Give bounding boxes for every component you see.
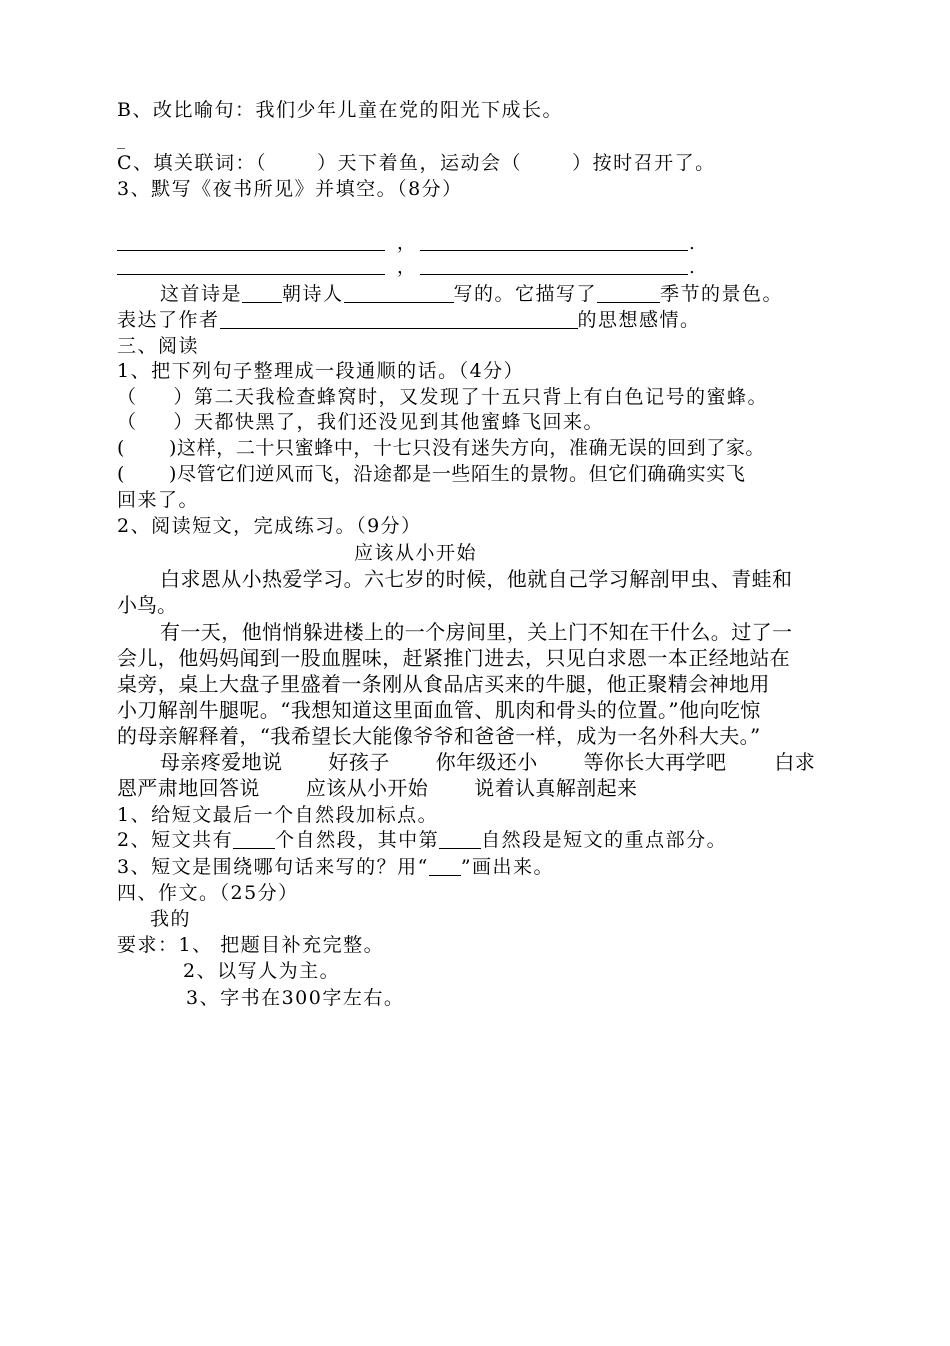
passage-line-1: 白求恩从小热爱学习。六七岁的时候，他就自己学习解剖甲虫、青蛙和 — [160, 567, 793, 591]
passage-line-4: 会儿，他妈妈闻到一股血腥味，赶紧推门进去，只见白求恩一本正经地站在 — [117, 646, 791, 670]
phrase: 好孩子 — [328, 750, 390, 774]
sentence-item-1 — [117, 385, 768, 409]
sentence-item-4 — [117, 462, 745, 486]
poem-fill-line-1 — [160, 282, 783, 306]
ex2-text-b: 个自然段，其中第 — [275, 829, 440, 851]
reading-1-title: 1、把下列句子整理成一段通顺的话。（4分） — [117, 360, 525, 382]
phrase: 说着认真解剖起来 — [474, 776, 638, 800]
poem-fill-line-2 — [117, 308, 701, 332]
fill-text-4: 季节的景色。 — [660, 283, 784, 305]
paren-close: ） — [173, 411, 195, 433]
blank-feeling[interactable] — [220, 310, 578, 329]
poem-period-2: . — [689, 257, 695, 278]
sentence-item-3 — [117, 436, 765, 460]
ex2-text-c: 自然段是短文的重点部分。 — [481, 829, 728, 851]
poem-line-2b[interactable] — [420, 274, 688, 275]
composition-title: 我的 — [150, 908, 192, 930]
exercise-1: 1、给短文最后一个自然段加标点。 — [117, 804, 439, 826]
poem-line-2a[interactable] — [117, 274, 385, 275]
poem-line-1a[interactable] — [117, 250, 385, 251]
answer-dash: _ — [117, 130, 125, 149]
sentence-text: 这样，二十只蜜蜂中，十七只没有迷失方向，准确无误的回到了家。 — [177, 437, 766, 459]
requirements-label: 要求： — [117, 934, 179, 956]
passage-line-5: 桌旁，桌上大盘子里盛着一条刚从食品店买来的牛腿，他正聚精会神地用 — [117, 672, 770, 696]
paren-close: ) — [169, 437, 178, 459]
question-c — [117, 151, 716, 175]
reading-2-title: 2、阅读短文，完成练习。（9分） — [117, 515, 422, 537]
blank-key-paragraph[interactable] — [439, 830, 481, 849]
fill-text-6: 的思想感情。 — [577, 309, 701, 331]
phrase: 等你长大再学吧 — [583, 750, 727, 774]
blank-paragraph-count[interactable] — [233, 830, 275, 849]
phrase: 母亲疼爱地说 — [160, 750, 283, 774]
passage-line-8 — [160, 750, 815, 774]
sentence-item-2 — [117, 410, 604, 434]
poem-line-1b[interactable] — [420, 250, 688, 251]
phrase: 白求 — [774, 750, 816, 774]
blank-season[interactable] — [597, 284, 660, 303]
question-b: B、改比喻句：我们少年儿童在党的阳光下成长。 — [117, 99, 563, 121]
question-c-mid: ）天下着鱼，运动会（ — [317, 152, 523, 174]
sentence-item-4-tail: 回来了。 — [117, 489, 200, 511]
fill-text-3: 写的。它描写了 — [453, 283, 598, 305]
passage-line-3: 有一天，他悄悄躲进楼上的一个房间里，关上门不知在干什么。过了一 — [160, 620, 793, 644]
passage-title: 应该从小开始 — [354, 542, 478, 564]
requirement-1: 1、 把题目补充完整。 — [178, 934, 385, 956]
paren-close: ） — [173, 386, 195, 408]
blank-poet[interactable] — [344, 284, 454, 303]
fill-text-2: 朝诗人 — [282, 283, 344, 305]
paren-close: ) — [169, 463, 178, 485]
question-c-end: ）按时召开了。 — [572, 152, 716, 174]
phrase: 恩严肃地回答说 — [117, 776, 260, 800]
exercise-2 — [117, 828, 727, 852]
sentence-text: 尽管它们逆风而飞，沿途都是一些陌生的景物。但它们确确实实飞 — [177, 463, 746, 485]
question-c-lead: C、填关联词：（ — [117, 152, 268, 174]
paren-open: ( — [117, 463, 126, 485]
section-3-title: 三、阅读 — [117, 335, 200, 357]
requirements — [117, 933, 384, 957]
phrase: 应该从小开始 — [305, 776, 429, 800]
sentence-text: 第二天我检查蜂窝时，又发现了十五只背上有白色记号的蜜蜂。 — [194, 386, 769, 408]
underline-mark — [429, 857, 461, 876]
phrase: 你年级还小 — [435, 750, 538, 774]
ex3-text-b: ”画出来。 — [460, 856, 555, 878]
fill-text-5: 表达了作者 — [117, 309, 220, 331]
poem-comma-2: ， — [397, 257, 415, 278]
blank-dynasty[interactable] — [242, 284, 282, 303]
paren-open: （ — [117, 386, 138, 408]
passage-line-9 — [117, 776, 637, 800]
paren-open: ( — [117, 437, 126, 459]
ex3-text-a: 3、短文是围绕哪句话来写的？用“ — [117, 856, 429, 878]
passage-line-7: 的母亲解释着，“我希望长大能像爷爷和爸爸一样，成为一名外科大夫。” — [117, 724, 761, 748]
poem-comma-1: ， — [397, 233, 415, 254]
section-4-title: 四、作文。（25分） — [117, 882, 299, 904]
sentence-text: 天都快黑了，我们还没见到其他蜜蜂飞回来。 — [194, 411, 605, 433]
exercise-3 — [117, 855, 554, 879]
requirement-2: 2、以写人为主。 — [183, 960, 341, 982]
question-3-title: 3、默写《夜书所见》并填空。（8分） — [117, 178, 463, 200]
fill-text-1: 这首诗是 — [160, 283, 243, 305]
ex2-text-a: 2、短文共有 — [117, 829, 234, 851]
passage-line-2: 小鸟。 — [117, 593, 177, 617]
passage-line-6: 小刀解剖牛腿呢。“我想知道这里面血管、肌肉和骨头的位置。”他向吃惊 — [117, 698, 761, 722]
paren-open: （ — [117, 411, 138, 433]
poem-period-1: . — [689, 233, 695, 254]
requirement-3: 3、字书在300字左右。 — [186, 987, 405, 1009]
